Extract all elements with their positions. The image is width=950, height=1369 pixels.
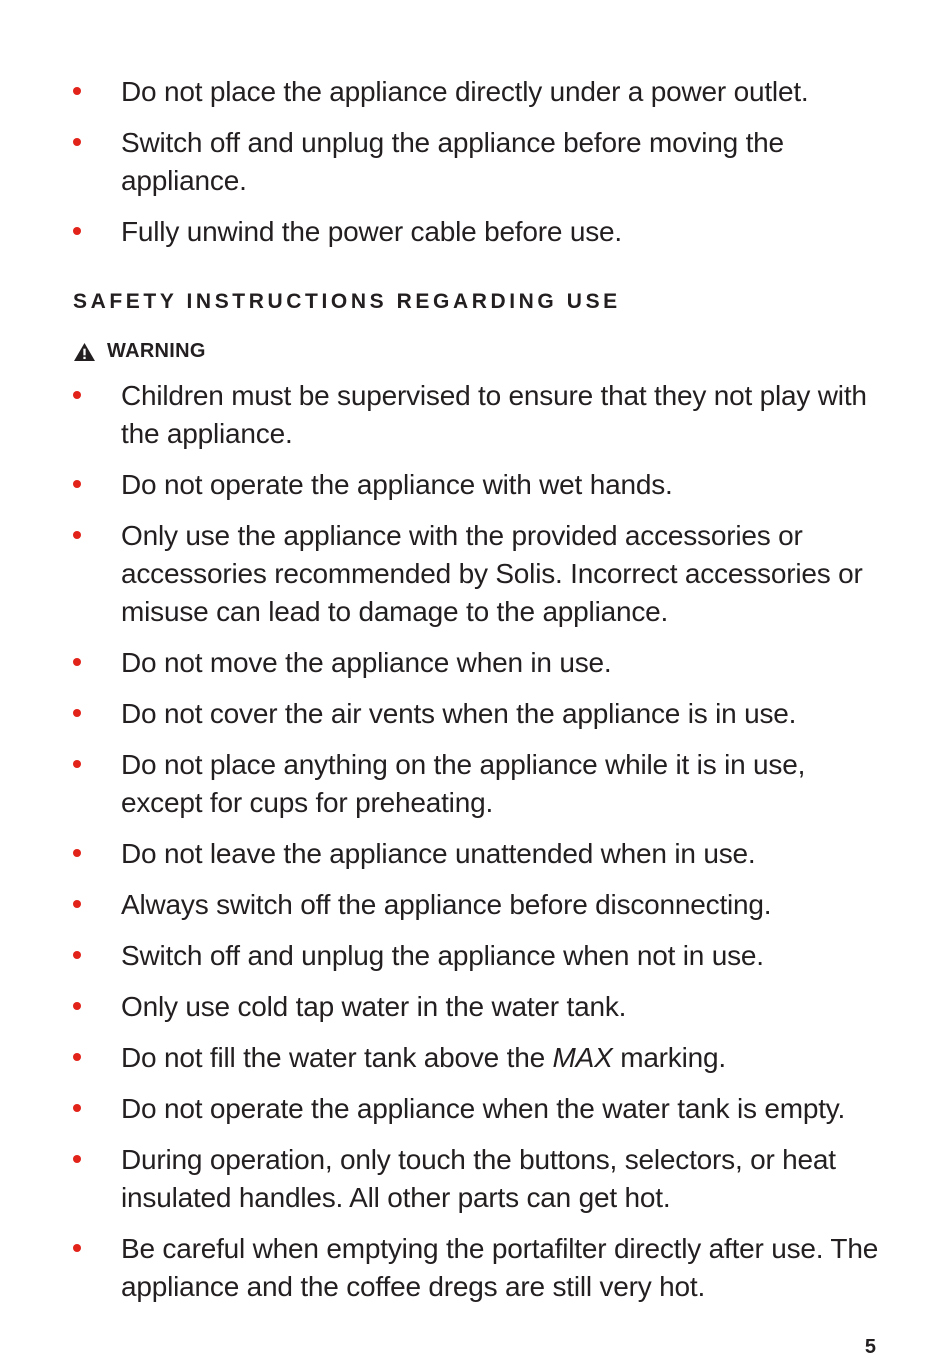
- bullet-dot-icon: [73, 138, 81, 146]
- warning-text: WARNING: [107, 340, 206, 362]
- list-item: Children must be supervised to ensure that they not play with the appliance.: [0, 377, 950, 453]
- bullet-dot-icon: [73, 760, 81, 768]
- section-heading: SAFETY INSTRUCTIONS REGARDING USE: [73, 290, 621, 313]
- list-item: Do not leave the appliance unattended when in use.: [0, 835, 950, 873]
- bullet-dot-icon: [73, 1053, 81, 1061]
- list-item: Do not operate the appliance with wet hands.: [0, 466, 950, 504]
- list-item: Switch off and unplug the appliance before moving the appliance.: [0, 124, 950, 200]
- list-item: Do not fill the water tank above the MAX marking.: [0, 1039, 950, 1077]
- list-item: Switch off and unplug the appliance when not in use.: [0, 937, 950, 975]
- list-item: During operation, only touch the buttons, selectors, or heat insulated handles. All other parts can get hot.: [0, 1141, 950, 1217]
- list-item: Be careful when emptying the portafilter directly after use. The appliance and the coffee dregs are still very hot.: [0, 1230, 950, 1306]
- bullet-dot-icon: [73, 1244, 81, 1252]
- warning-label: [73, 340, 206, 363]
- bullet-dot-icon: [73, 1155, 81, 1163]
- bullet-dot-icon: [73, 531, 81, 539]
- bullet-dot-icon: [73, 480, 81, 488]
- bullet-dot-icon: [73, 1002, 81, 1010]
- bullet-dot-icon: [73, 391, 81, 399]
- list-item: Do not operate the appliance when the water tank is empty.: [0, 1090, 950, 1128]
- bullet-dot-icon: [73, 227, 81, 235]
- top-bullet-list: [0, 73, 950, 264]
- max-marking-text: MAX: [552, 1042, 613, 1073]
- list-item: Do not cover the air vents when the appliance is in use.: [0, 695, 950, 733]
- bullet-dot-icon: [73, 1104, 81, 1112]
- warning-triangle-icon: [73, 342, 96, 362]
- bullet-dot-icon: [73, 87, 81, 95]
- page-number: 5: [864, 1336, 876, 1358]
- list-item: Do not place the appliance directly under a power outlet.: [0, 73, 950, 111]
- list-item: Do not place anything on the appliance while it is in use, except for cups for preheating.: [0, 746, 950, 822]
- list-item: Only use the appliance with the provided accessories or accessories recommended by Solis. Incorrect accessories or misuse can lead to damage to the appliance.: [0, 517, 950, 631]
- bullet-dot-icon: [73, 709, 81, 717]
- bullet-dot-icon: [73, 849, 81, 857]
- list-item: Only use cold tap water in the water tank.: [0, 988, 950, 1026]
- bullet-dot-icon: [73, 900, 81, 908]
- list-item: Fully unwind the power cable before use.: [0, 213, 950, 251]
- bullet-dot-icon: [73, 951, 81, 959]
- safety-bullet-list: [0, 377, 950, 1319]
- list-item: Always switch off the appliance before disconnecting.: [0, 886, 950, 924]
- list-item: Do not move the appliance when in use.: [0, 644, 950, 682]
- bullet-dot-icon: [73, 658, 81, 666]
